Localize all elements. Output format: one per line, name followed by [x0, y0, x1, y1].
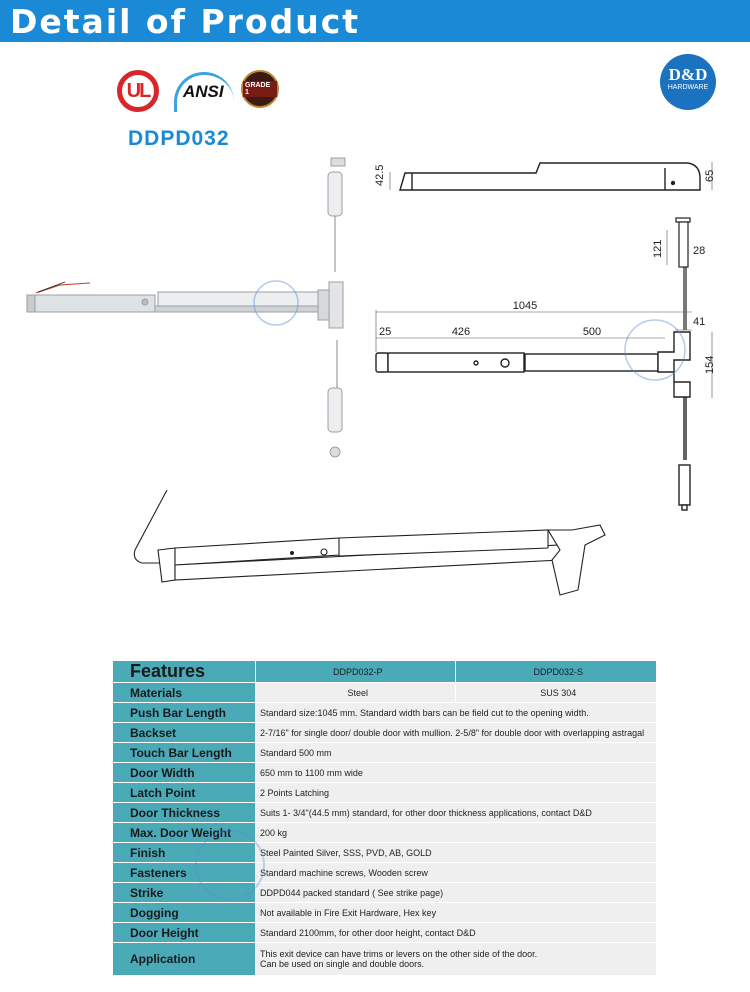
row-label: Max. Door Weight [113, 823, 256, 843]
row-value: Standard 500 mm [256, 743, 657, 763]
row-label: Finish [113, 843, 256, 863]
row-label: Backset [113, 723, 256, 743]
dim-65: 65 [704, 169, 716, 182]
dim-500: 500 [582, 326, 602, 338]
table-row [113, 943, 657, 976]
row-label: Door Thickness [113, 803, 256, 823]
row-value: Standard machine screws, Wooden screw [256, 863, 657, 883]
row-value: 200 kg [256, 823, 657, 843]
table-row [113, 823, 657, 843]
dim-28: 28 [693, 245, 706, 257]
row-value: This exit device can have trims or levers on the other side of the door. Can be used on single and double doors. [256, 943, 657, 976]
row-label: Latch Point [113, 783, 256, 803]
table-row [113, 903, 657, 923]
perspective-drawing [134, 490, 605, 595]
row-label: Materials [113, 683, 256, 703]
row-value: Standard size:1045 mm. Standard width bars can be field cut to the opening width. [256, 703, 657, 723]
dim-42-5: 42.5 [374, 164, 386, 186]
table-row [113, 703, 657, 723]
table-row [113, 803, 657, 823]
table-row [113, 763, 657, 783]
dim-1045: 1045 [512, 300, 538, 312]
table-row [113, 923, 657, 943]
row-value: 2-7/16" for single door/ double door with mullion. 2-5/8" for double door with overlapping astragal [256, 723, 657, 743]
ul-certification-logo: UL [117, 70, 159, 112]
grade1-certification-logo: GRADE 1 [241, 70, 279, 108]
product-drawings [0, 145, 750, 645]
table-header-row [113, 661, 657, 683]
header-banner [0, 0, 750, 42]
table-row [113, 863, 657, 883]
col-header-s: DDPD032-S [456, 661, 657, 683]
table-row [113, 783, 657, 803]
row-value: DDPD044 packed standard ( See strike page) [256, 883, 657, 903]
dim-41: 41 [693, 316, 706, 328]
row-label: Touch Bar Length [113, 743, 256, 763]
ansi-certification-logo: ANSI [172, 70, 234, 106]
row-label: Dogging [113, 903, 256, 923]
row-value: Suits 1- 3/4"(44.5 mm) standard, for other door thickness applications, contact D&D [256, 803, 657, 823]
side-view-drawing [400, 163, 700, 190]
row-label: Application [113, 943, 256, 976]
row-label: Fasteners [113, 863, 256, 883]
features-table [112, 660, 657, 976]
table-row [113, 723, 657, 743]
table-row [113, 883, 657, 903]
dim-154: 154 [704, 355, 716, 374]
table-row [113, 683, 657, 703]
brand-logo: D&D HARDWARE [660, 54, 716, 110]
row-value: Standard 2100mm, for other door height, contact D&D [256, 923, 657, 943]
row-label: Push Bar Length [113, 703, 256, 723]
col-header-p: DDPD032-P [256, 661, 456, 683]
row-value: 650 mm to 1100 mm wide [256, 763, 657, 783]
row-label: Strike [113, 883, 256, 903]
row-value: Not available in Fire Exit Hardware, Hex key [256, 903, 657, 923]
page-title: Detail of Product [10, 2, 361, 41]
product-model: DDPD032 [128, 127, 230, 150]
dim-25: 25 [379, 326, 392, 338]
dim-121: 121 [652, 239, 664, 258]
row-value: Steel [256, 683, 456, 703]
row-value: SUS 304 [456, 683, 657, 703]
row-value: Steel Painted Silver, SSS, PVD, AB, GOLD [256, 843, 657, 863]
features-heading: Features [113, 661, 256, 683]
row-value: 2 Points Latching [256, 783, 657, 803]
dim-426: 426 [451, 326, 471, 338]
row-label: Door Height [113, 923, 256, 943]
table-row [113, 743, 657, 763]
table-row [113, 843, 657, 863]
row-label: Door Width [113, 763, 256, 783]
front-view-drawing [376, 332, 690, 510]
